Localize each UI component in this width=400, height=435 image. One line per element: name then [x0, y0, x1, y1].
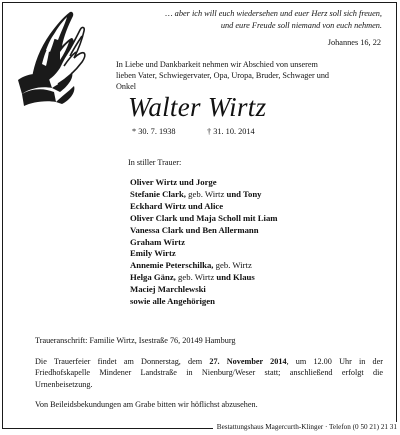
funeral-line [35, 356, 383, 367]
mourner-entry [130, 248, 278, 260]
condolence-note: Von Beileidsbekundungen am Grabe bitten wir höflichst abzusehen. [35, 400, 258, 409]
maiden-name-note: geb. Wirtz [188, 188, 225, 199]
mourner-entry [130, 284, 278, 296]
mourner-entry [130, 189, 278, 201]
mourner-entry [130, 237, 278, 249]
intro-text [116, 59, 384, 93]
funeral-text: Die Trauerfeier findet am Donnerstag, dem [35, 357, 203, 366]
mourner-name: Annemie Peterschilka, [130, 260, 214, 271]
funeral-date: 27. November 2014 [209, 357, 287, 366]
mourner-name: Helga Gänz, [130, 272, 176, 283]
funeral-text: , um 12.00 Uhr in der [286, 357, 383, 366]
quote-line: und eure Freude soll niemand von euch nehmen. [220, 21, 382, 30]
quote-source: Johannes 16, 22 [327, 38, 381, 47]
intro-line: In Liebe und Dankbarkeit nehmen wir Abschied von unserem [116, 60, 318, 69]
mourner-name: Eckhard Wirtz und Alice [130, 200, 224, 211]
mourner-entry [130, 296, 278, 308]
death-date: † 31. 10. 2014 [207, 127, 255, 136]
mourner-entry [130, 260, 278, 272]
mourner-partner: und Klaus [216, 272, 255, 283]
quote-line: … aber ich will euch wiedersehen und euer Herz soll sich freuen, [165, 9, 382, 18]
mourners-list [130, 177, 278, 308]
praying-hands-icon [12, 8, 94, 108]
funeral-details [35, 356, 383, 390]
mourner-partner: und Tony [226, 188, 262, 199]
mourner-name: Graham Wirtz [130, 236, 185, 247]
birth-date: * 30. 7. 1938 [132, 127, 176, 136]
undertaker-info: Bestattungshaus Magercurth-Klinger · Telefon (0 50 21) 21 31 [213, 422, 397, 432]
mourner-name: Emily Wirtz [130, 248, 176, 259]
mourner-name: Maciej Marchlewski [130, 284, 206, 295]
mourning-label: In stiller Trauer: [128, 158, 182, 167]
mourner-name: Vanessa Clark und Ben Allermann [130, 224, 259, 235]
mourner-name: sowie alle Angehörigen [130, 296, 215, 307]
mourner-entry [130, 201, 278, 213]
maiden-name-note: geb. Wirtz [215, 260, 252, 271]
intro-line: lieben Vater, Schwiegervater, Opa, Uropa, Bruder, Schwager und [116, 71, 330, 81]
deceased-name: Walter Wirtz [128, 92, 267, 122]
mourner-entry [130, 177, 278, 189]
mourner-entry [130, 225, 278, 237]
mourner-entry [130, 213, 278, 225]
funeral-line: Urnenbeisetzung. [35, 379, 93, 389]
maiden-name-note: geb. Wirtz [178, 272, 215, 283]
mourner-name: Oliver Wirtz und Jorge [130, 177, 217, 187]
intro-line: Onkel [116, 82, 137, 92]
mourner-name: Oliver Clark und Maja Scholl mit Liam [130, 212, 278, 223]
mourner-name: Stefanie Clark, [130, 188, 186, 199]
funeral-line: Friedhofskapelle Mindener Landstraße in Nienburg/Weser statt; anschließend erfolgt die [35, 368, 383, 378]
mourner-entry [130, 272, 278, 284]
bible-quote [112, 8, 382, 32]
mourning-address: Traueranschrift: Familie Wirtz, Isestraße 76, 20149 Hamburg [35, 336, 236, 345]
